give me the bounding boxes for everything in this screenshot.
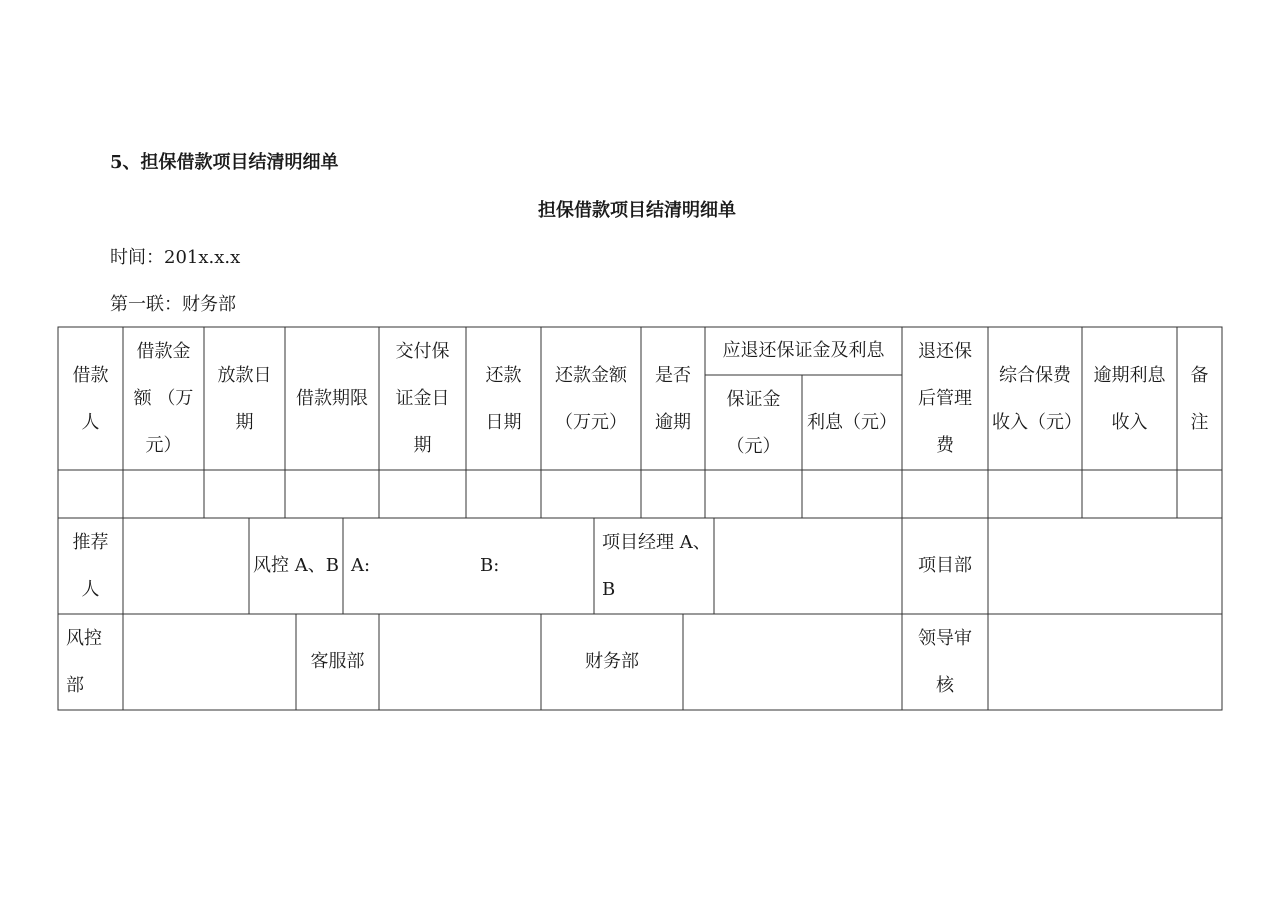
table-title: 担保借款项目结清明细单 bbox=[538, 200, 736, 221]
label-project-dept: 项目部 bbox=[918, 555, 972, 576]
header-loan-amount: 借款金额 （万元） bbox=[133, 341, 194, 456]
label-risk-ab: 风控 A、B bbox=[253, 555, 339, 576]
header-refund-group: 应退还保证金及利息 bbox=[722, 340, 885, 361]
header-repay-date: 还款日期 bbox=[485, 364, 522, 433]
label-recommender: 推荐人 bbox=[72, 532, 109, 600]
header-borrower: 借款人 bbox=[72, 364, 109, 433]
label-project-manager: 项目经理 A、B bbox=[602, 532, 711, 600]
header-repay-amount: 还款金额 （万元） bbox=[555, 364, 627, 433]
header-overdue: 是否逾期 bbox=[655, 364, 691, 433]
header-release-date: 放款日期 bbox=[217, 364, 272, 433]
label-b: B: bbox=[480, 555, 500, 576]
label-leader-review: 领导审核 bbox=[918, 628, 972, 696]
header-post-refund-fee: 退还保后管理费 bbox=[918, 341, 972, 456]
header-loan-term: 借款期限 bbox=[296, 387, 368, 409]
header-overdue-income: 逾期利息收入 bbox=[1093, 364, 1166, 433]
header-interest: 利息（元） bbox=[807, 411, 897, 433]
time-line: 时间：201x.x.x bbox=[110, 247, 241, 268]
label-a: A: bbox=[351, 555, 371, 576]
header-guarantee-income: 综合保费收入（元） bbox=[992, 364, 1082, 433]
section-heading: 5、担保借款项目结清明细单 bbox=[110, 152, 339, 173]
label-risk-dept: 风控部 bbox=[66, 628, 102, 696]
copy-line: 第一联：财务部 bbox=[110, 294, 236, 315]
header-deposit-date: 交付保证金日期 bbox=[395, 341, 450, 456]
label-finance: 财务部 bbox=[585, 651, 639, 672]
header-remarks: 备注 bbox=[1190, 364, 1209, 433]
header-deposit: 保证金 （元） bbox=[726, 388, 781, 457]
label-customer-service: 客服部 bbox=[310, 651, 365, 672]
